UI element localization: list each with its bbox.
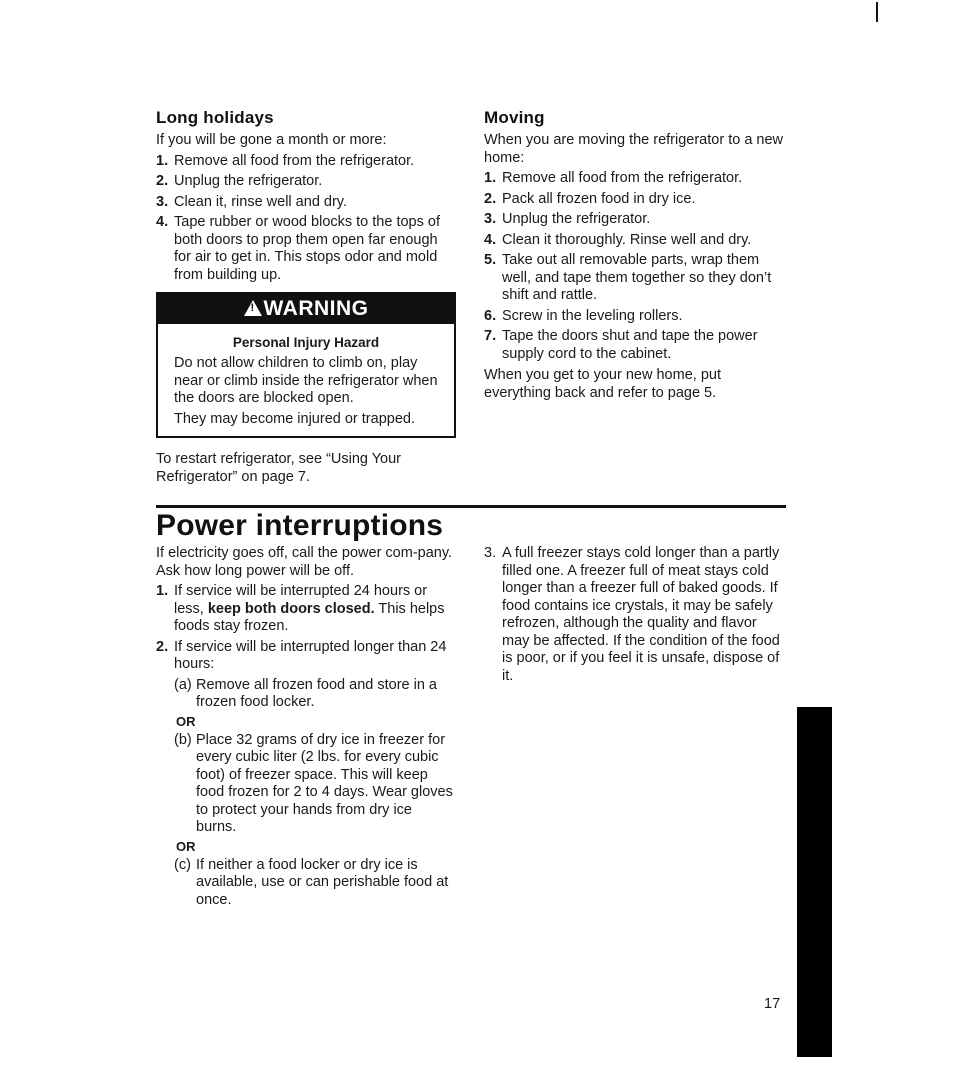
- warning-header: [158, 294, 454, 324]
- power-item-3: 3. A full freezer stays cold longer than a partly filled one. A freezer full of meat stays cold longer than a freezer full of baked goods. If food contains ice crystals, it may be safely refrozen, although the quality and flavor may be affected. If the condition of the food is poor, or if you feel it is unsafe, dispose of it.: [484, 545, 780, 684]
- long-holidays-steps: [156, 153, 456, 285]
- list-item: 4. Tape rubber or wood blocks to the tops of both doors to prop them open far enough for air to get in. This stops odor and mold from building up.: [156, 214, 440, 283]
- list-item: 2. Unplug the refrigerator.: [156, 173, 323, 189]
- option-c: (c) If neither a food locker or dry ice is available, use or can perishable food at once.: [174, 856, 449, 908]
- crop-mark: [876, 2, 878, 22]
- power-left-column: [156, 545, 456, 909]
- long-holidays-heading: Long holidays: [156, 108, 274, 127]
- page-number: 17: [764, 996, 781, 1012]
- or-label: OR: [176, 713, 196, 729]
- long-holidays-section: [156, 108, 456, 287]
- list-item: 7. Tape the doors shut and tape the power supply cord to the cabinet.: [484, 328, 758, 362]
- moving-intro: When you are moving the refrigerator to a new home:: [484, 132, 784, 166]
- warning-text-1: Do not allow children to climb on, play near or climb inside the refrigerator when the doors are blocked open.: [174, 355, 438, 406]
- warning-box: [156, 292, 456, 438]
- power-intro: If electricity goes off, call the power com-pany. Ask how long power will be off.: [156, 545, 453, 579]
- list-item: 1. Remove all food from the refrigerator.: [484, 170, 743, 186]
- list-item: 1. Remove all food from the refrigerator.: [156, 152, 415, 169]
- warning-title: Personal Injury Hazard: [232, 335, 380, 350]
- or-label: OR: [176, 838, 196, 854]
- power-title: Power interruptions: [156, 509, 444, 542]
- restart-note: To restart refrigerator, see “Using Your Refrigerator” on page 7.: [156, 451, 402, 485]
- moving-steps: [484, 170, 790, 363]
- power-item-2: 2. If service will be interrupted longer than 24 hours:: [156, 638, 447, 672]
- power-options: [156, 677, 456, 910]
- list-item: 5. Take out all removable parts, wrap them well, and tape them together so they don’t shift and rattle.: [484, 252, 772, 303]
- warning-label: WARNING: [263, 297, 369, 320]
- warning-triangle-icon: [244, 300, 262, 316]
- moving-heading: Moving: [484, 108, 545, 127]
- moving-outro: When you get to your new home, put everything back and refer to page 5.: [484, 367, 721, 401]
- list-item: 3. Clean it, rinse well and dry.: [156, 193, 348, 210]
- option-b: (b) Place 32 grams of dry ice in freezer for every cubic liter (2 lbs. for every cubic foot) of freezer space. This will keep food frozen for 2 to 4 days. Wear gloves to protect your hands from dry ice burns.: [174, 731, 453, 835]
- thumb-tab: [797, 707, 832, 1057]
- section-divider: [156, 505, 786, 508]
- warning-text-2: They may become injured or trapped.: [174, 410, 415, 427]
- long-holidays-intro: If you will be gone a month or more:: [156, 132, 387, 148]
- list-item: 4. Clean it thoroughly. Rinse well and dry.: [484, 231, 752, 248]
- moving-section: [484, 108, 790, 402]
- option-a: (a) Remove all frozen food and store in a frozen food locker.: [174, 676, 437, 710]
- list-item: 6. Screw in the leveling rollers.: [484, 307, 683, 324]
- power-right-column: [484, 545, 788, 685]
- list-item: 3. Unplug the refrigerator.: [484, 211, 651, 227]
- power-item-1: 1. If service will be interrupted 24 hours or less, keep both doors closed. This helps foods stay frozen.: [156, 583, 445, 634]
- list-item: 2. Pack all frozen food in dry ice.: [484, 190, 696, 207]
